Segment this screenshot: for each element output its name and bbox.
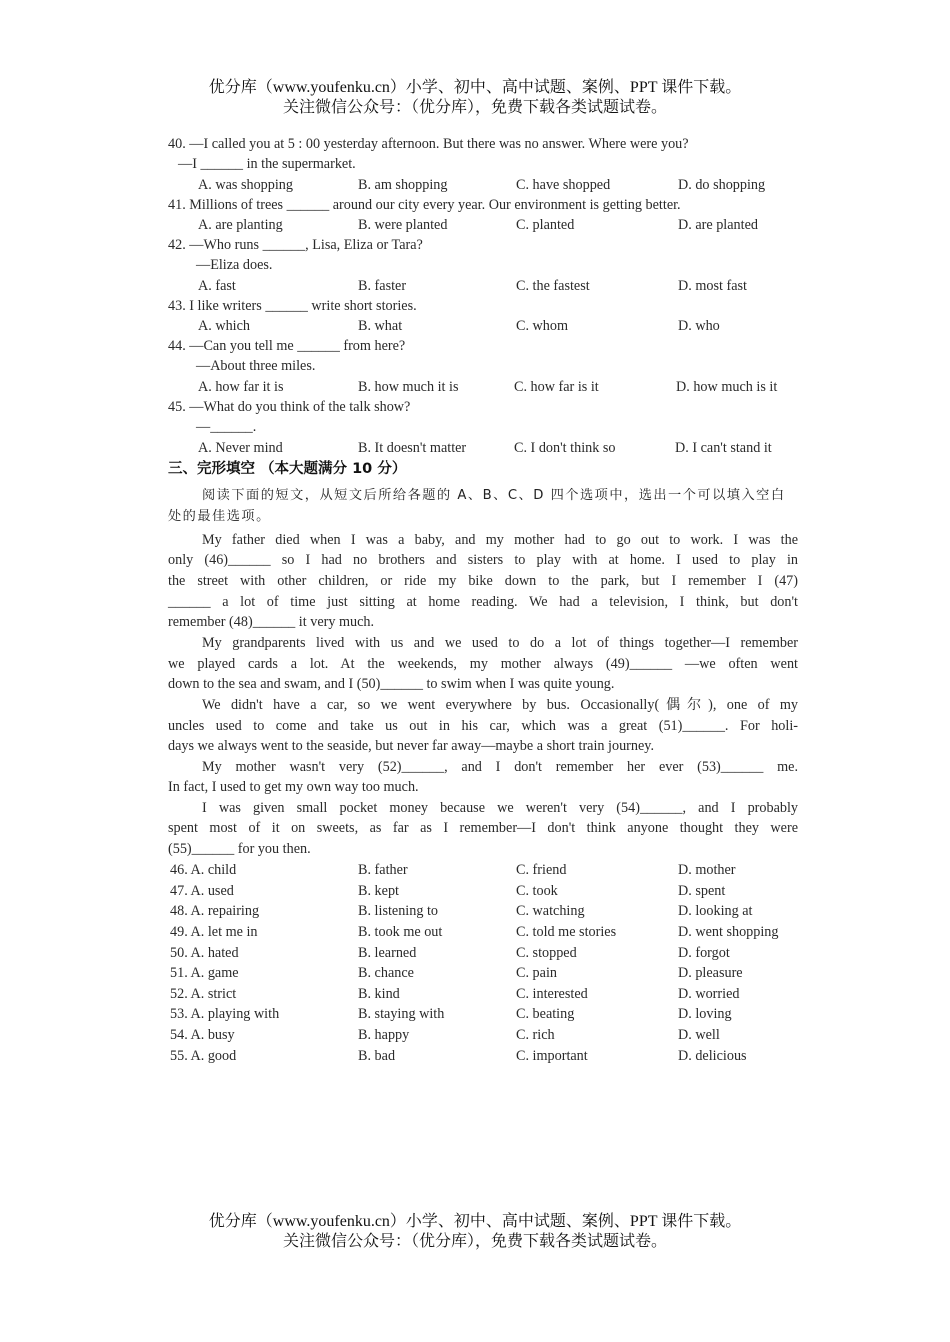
option-b: B. how much it is (358, 379, 459, 395)
footer-line-2: 关注微信公众号：（优分库），免费下载各类试题试卷。 (282, 1233, 667, 1250)
option-c: C. interested (516, 986, 588, 1002)
option-b: B. It doesn't matter (358, 440, 467, 456)
passage-line: remember (48)______ it very much. (168, 614, 375, 630)
option-c: C. I don't think so (514, 440, 616, 456)
passage-line: the street with other children, or ride my bike down to the park, but I remember I (47) (168, 573, 798, 589)
header-line-2: 关注微信公众号：（优分库），免费下载各类试题试卷。 (282, 99, 667, 116)
passage-line: spent most of it on sweets, as far as I remember—I don't think anyone thought they were (168, 820, 798, 836)
option-b: B. took me out (358, 924, 443, 940)
option-a: 48. A. repairing (170, 903, 260, 919)
question-stem: 40. —I called you at 5 : 00 yesterday afternoon. But there was no answer. Where were you? (168, 136, 689, 152)
passage-line: down to the sea and swam, and I (50)______ to swim when I was quite young. (168, 676, 615, 692)
option-d: D. went shopping (678, 924, 779, 940)
option-a: 49. A. let me in (170, 924, 258, 940)
option-a: A. was shopping (198, 177, 293, 193)
option-b: B. kind (358, 986, 400, 1002)
option-c: C. took (516, 883, 558, 899)
question-stem: 42. —Who runs ______, Lisa, Eliza or Tara? (168, 237, 423, 253)
option-d: D. are planted (678, 217, 758, 233)
option-d: D. mother (678, 862, 736, 878)
option-b: B. faster (358, 278, 407, 294)
passage-line: I was given small pocket money because we weren't very (54)______, and I probably (202, 800, 798, 816)
option-b: B. listening to (358, 903, 439, 919)
passage-line: uncles used to come and take us out in his car, which was a great (51)______. For holi- (168, 718, 798, 734)
option-d: D. well (678, 1027, 720, 1043)
question-stem: —About three miles. (196, 358, 316, 374)
passage-line: only (46)______ so I had no brothers and sisters to play with at home. I used to play in (168, 552, 798, 568)
option-d: D. spent (678, 883, 726, 899)
section-instruction: 阅读下面的短文，从短文后所给各题的 A、B、C、D 四个选项中，选出一个可以填入空白 (202, 488, 786, 503)
passage-line: My father died when I was a baby, and my mother had to go out to work. I was the (202, 532, 798, 548)
question-stem: —______. (196, 419, 257, 435)
passage-line: My mother wasn't very (52)______, and I don't remember her ever (53)______ me. (202, 759, 798, 775)
option-a: A. which (198, 318, 251, 334)
option-c: C. the fastest (516, 278, 590, 294)
header-line-1: 优分库（www.youfenku.cn）小学、初中、高中试题、案例、PPT 课件下载。 (208, 79, 742, 96)
passage-line: we played cards a lot. At the weekends, my mother always (49)______ —we often went (168, 656, 798, 672)
question-stem: 44. —Can you tell me ______ from here? (168, 338, 406, 354)
option-c: C. beating (516, 1006, 575, 1022)
option-d: D. most fast (678, 278, 747, 294)
option-b: B. staying with (358, 1006, 445, 1022)
option-d: D. pleasure (678, 965, 743, 981)
option-d: D. worried (678, 986, 740, 1002)
option-c: C. friend (516, 862, 567, 878)
option-c: C. pain (516, 965, 557, 981)
option-a: A. how far it is (198, 379, 284, 395)
option-a: A. Never mind (198, 440, 283, 456)
option-a: 55. A. good (170, 1048, 237, 1064)
question-stem: —Eliza does. (196, 257, 273, 273)
option-d: D. delicious (678, 1048, 747, 1064)
option-a: A. are planting (198, 217, 283, 233)
option-c: C. have shopped (516, 177, 611, 193)
option-c: C. important (516, 1048, 588, 1064)
option-b: B. what (358, 318, 403, 334)
option-d: D. loving (678, 1006, 732, 1022)
option-b: B. am shopping (358, 177, 448, 193)
option-c: C. how far is it (514, 379, 599, 395)
option-d: D. looking at (678, 903, 753, 919)
passage-line: In fact, I used to get my own way too much. (168, 779, 419, 795)
option-b: B. happy (358, 1027, 410, 1043)
footer-line-1: 优分库（www.youfenku.cn）小学、初中、高中试题、案例、PPT 课件下载。 (208, 1213, 742, 1230)
option-a: 53. A. playing with (170, 1006, 280, 1022)
question-stem: 45. —What do you think of the talk show? (168, 399, 411, 415)
option-b: B. bad (358, 1048, 396, 1064)
exam-page (168, 0, 808, 1342)
passage-line: We didn't have a car, so we went everywhere by bus. Occasionally(偶尔), one of my (202, 697, 798, 713)
option-c: C. whom (516, 318, 569, 334)
option-d: D. how much is it (676, 379, 778, 395)
question-stem: 41. Millions of trees ______ around our city every year. Our environment is getting better. (168, 197, 681, 213)
page-footer (0, 1212, 950, 1252)
passage-line: days we always went to the seaside, but never far away—maybe a short train journey. (168, 738, 655, 754)
option-c: C. rich (516, 1027, 555, 1043)
option-b: B. chance (358, 965, 414, 981)
option-b: B. kept (358, 883, 399, 899)
passage-line: ______ a lot of time just sitting at home reading. We had a television, I think, but don't (168, 594, 798, 610)
option-a: 47. A. used (170, 883, 234, 899)
section-title: 三、完形填空 （本大题满分 10 分） (168, 461, 407, 477)
passage-line: (55)______ for you then. (168, 841, 311, 857)
section-instruction: 处的最佳选项。 (168, 509, 271, 524)
question-stem: 43. I like writers ______ write short stories. (168, 298, 417, 314)
option-d: D. do shopping (678, 177, 766, 193)
option-a: 46. A. child (170, 862, 237, 878)
option-a: A. fast (198, 278, 236, 294)
option-b: B. father (358, 862, 408, 878)
option-a: 54. A. busy (170, 1027, 235, 1043)
option-b: B. learned (358, 945, 417, 961)
option-b: B. were planted (358, 217, 448, 233)
option-a: 52. A. strict (170, 986, 237, 1002)
passage-line: My grandparents lived with us and we used to do a lot of things together—I remember (202, 635, 798, 651)
option-c: C. planted (516, 217, 575, 233)
option-a: 51. A. game (170, 965, 239, 981)
option-a: 50. A. hated (170, 945, 239, 961)
question-stem: —I ______ in the supermarket. (178, 156, 356, 172)
option-c: C. watching (516, 903, 585, 919)
option-d: D. forgot (678, 945, 730, 961)
option-c: C. stopped (516, 945, 577, 961)
option-d: D. who (678, 318, 720, 334)
option-c: C. told me stories (516, 924, 617, 940)
option-d: D. I can't stand it (675, 440, 772, 456)
